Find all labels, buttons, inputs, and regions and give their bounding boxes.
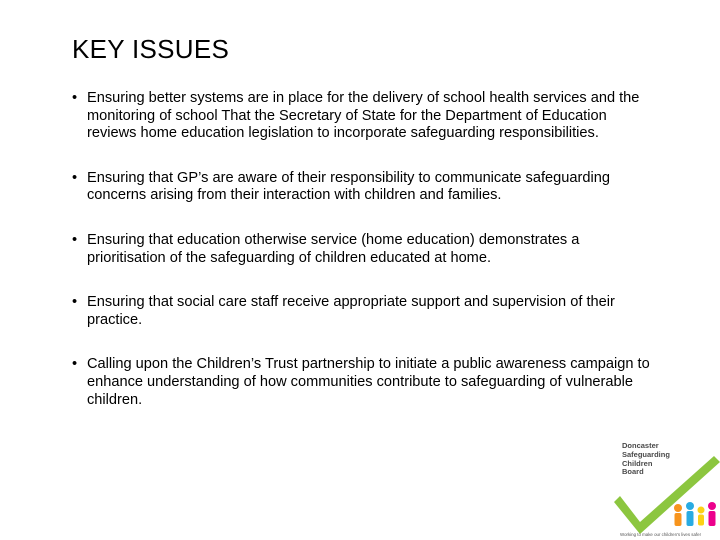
slide-title: KEY ISSUES: [72, 34, 230, 64]
bullet-text: Ensuring that social care staff receive appropriate support and supervision of their practice.: [87, 294, 615, 328]
bullet-list: [72, 90, 652, 436]
bullet-item: [72, 232, 652, 267]
bullet-item: [72, 294, 652, 329]
bullet-symbol: •: [72, 169, 78, 186]
bullet-item: [72, 356, 652, 409]
bullet-text: Ensuring better systems are in place for the delivery of school health services and the monitoring of school That the Secretary of State for the Department of Education reviews home education legislation to incorporate safeguarding responsibilities.: [87, 90, 640, 142]
bullet-symbol: •: [72, 356, 78, 373]
bullet-symbol: •: [72, 294, 78, 311]
logo-tagline: Working to make our children's lives safer: [620, 532, 702, 537]
bullet-symbol: •: [72, 231, 78, 248]
logo-org-name: Doncaster Safeguarding Children Board: [622, 441, 670, 477]
bullet-symbol: •: [72, 90, 78, 106]
children-figures-icon: [674, 502, 716, 526]
bullet-text: Ensuring that education otherwise service (home education) demonstrates a prioritisation of the safeguarding of children educated at home.: [87, 231, 580, 266]
bullet-text: Calling upon the Children’s Trust partnership to initiate a public awareness campaign to enhance understanding of how communities contribute to safeguarding of vulnerable children.: [87, 356, 650, 408]
bullet-item: [72, 90, 652, 143]
doncaster-safeguarding-logo: [606, 438, 720, 540]
bullet-text: Ensuring that GP’s are aware of their responsibility to communicate safeguarding concerns arising from their interaction with children and families.: [87, 169, 610, 204]
bullet-item: [72, 170, 652, 205]
